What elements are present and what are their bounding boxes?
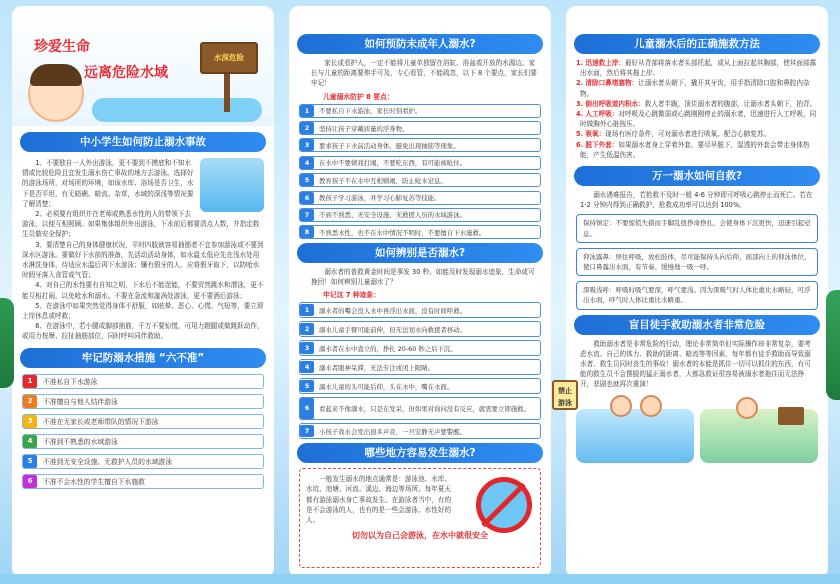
- sign-text: 溺水者的嘴会没入水中再浮出水面，没有时间呼救。: [319, 306, 466, 315]
- list-item: [299, 378, 541, 394]
- sign-text: 溺水者在水中直立的，挣扎 20-60 秒之后下沉。: [319, 344, 457, 353]
- sign-number: 6: [300, 398, 314, 419]
- sign-text: 溺水儿童的头可能后仰，头在水中，嘴在水面。: [319, 382, 454, 391]
- paragraph-6: 6、在游泳中，若小腿或脚部抽筋，千万不要惊慌，可用力蹬腿或做跳跃动作，或用力按摩、拉扯抽筋部位，同时呼叫同伴救助。: [22, 322, 264, 341]
- point-text: 教孩子学习游泳，并学习心肺复苏等技能。: [319, 194, 441, 203]
- list-item: [299, 302, 541, 318]
- section-title-danger: [574, 315, 820, 335]
- point-text: 坚持让孩子穿戴质量的浮身物。: [319, 124, 409, 133]
- section-title-text: 儿童溺水后的正确施救方法: [634, 38, 760, 50]
- risk-places-box: [299, 468, 541, 568]
- list-item: [299, 121, 541, 135]
- list-item: [22, 414, 264, 429]
- rescue-illustration: [576, 395, 818, 463]
- list-item: [22, 474, 264, 489]
- point-number: 4: [300, 157, 314, 169]
- self-rescue-card: 保持镇定：不要惊慌失措而手脚乱扭挣命挣扎，会使身体下沉更快，迅速引起窒息。: [576, 214, 818, 242]
- child-hair: [30, 64, 82, 86]
- rule-number: 3: [23, 415, 37, 428]
- step-text: 最好从背部将落水者头部托起，或从上面拉起其胸部，使其面部露出水面，然后将其拖上岸。: [580, 59, 817, 78]
- rescue-step: [566, 78, 828, 98]
- rule-number: 6: [23, 475, 37, 488]
- drowning-signs-list: [289, 302, 551, 439]
- rescue-step: [566, 58, 828, 78]
- paragraph-2: 2、必须要有组织并在老师或熟悉水性的人的带领下去游泳，以便互相照顾。如果集体组织外出游泳，下水前后都要清点人数，并指定救生员做安全保护；: [22, 210, 260, 239]
- warning-sign: 水深危险: [200, 42, 258, 74]
- section-title-risk-places: [297, 443, 543, 463]
- pool-illustration: [92, 98, 262, 122]
- point-number: 3: [300, 139, 314, 151]
- list-item: [22, 394, 264, 409]
- step-label: 4. 人工呼吸：: [576, 110, 619, 119]
- panel-left: [12, 6, 274, 578]
- section-title-six-rules: [20, 348, 266, 368]
- section-title-text: 中小学生如何防止溺水事故: [80, 136, 206, 148]
- self-rescue-card: 仰泳露鼻：屏住呼吸，放松肢体，尽可能保持头向后仰，面部向上的仰泳体位，使口鼻露出水面，有节奏、缓慢地一吸一呼。: [576, 248, 818, 276]
- step-text: 让溺水者头朝下，撬开其牙齿，用手指清除口腔和鼻腔内杂物。: [580, 79, 810, 98]
- point-number: 7: [300, 209, 314, 221]
- section-title-text: 哪些地方容易发生溺水?: [364, 447, 476, 460]
- rescue-step: [566, 140, 828, 160]
- step-text: 现场有医疗条件，可对溺水者进行吸氧、配合心肺复苏。: [605, 130, 771, 139]
- six-rules-list: [12, 374, 274, 489]
- step-text: 对呼吸及心跳微弱或心跳刚刚停止的溺水者，迅速进行人工呼吸，同时做胸外心脏按压。: [580, 110, 817, 129]
- section-title-identify-drowning: [297, 243, 543, 263]
- rule-number: 2: [23, 395, 37, 408]
- step-label: 5. 吸氧：: [576, 130, 606, 139]
- sign-number: 3: [300, 342, 314, 354]
- plant-decoration-right: [826, 290, 840, 400]
- list-item: [22, 454, 264, 469]
- plant-decoration-left: [0, 298, 14, 388]
- list-item: [299, 191, 541, 205]
- section-title-prevention-minors: [297, 34, 543, 54]
- swimmer-illustration: [200, 158, 264, 212]
- banner-illustration: [12, 6, 274, 126]
- sign-number: 7: [300, 425, 314, 437]
- panel-middle: [289, 6, 551, 578]
- list-item: [299, 397, 541, 420]
- list-item: [299, 423, 541, 439]
- points-subtitle: 儿童溺水防护 8 要点：: [323, 92, 394, 101]
- list-item: [299, 156, 541, 170]
- rescue-step: [566, 109, 828, 129]
- paragraph-1: 1、不要独自一人外出游泳，更不要到不摸底和不知水情或比较危险且宜发生溺水伤亡事故的地方去游泳。选择好的游泳场所，对场所的环境，如该水库、浴场是否卫生，水下是否平坦，有无暗礁、暗流、杂草，水域的深浅等情况要了解清楚；: [22, 159, 194, 208]
- no-swimming-icon: [476, 477, 532, 533]
- sign-text: 看起来不像溺水，只是在发呆，但如果对询问没有反应，就需要立即施救。: [319, 405, 530, 414]
- section-title-rescue: [574, 34, 820, 54]
- prevention-text: [12, 158, 274, 342]
- self-rescue-intro: 溺水遇难报告，若抢救不及时一般 4-6 分钟即可呼吸心跳停止而死亡。若在 1-2 分钟内得到正确救护，抢救成功率可以达到 100%。: [580, 191, 813, 210]
- list-item: [299, 208, 541, 222]
- sign-text: 溺水者眼神呆滞，无法专注或闭上眼睛。: [319, 363, 435, 372]
- step-label: 2. 清除口鼻堵塞物：: [576, 79, 639, 88]
- rescue-step: [566, 99, 828, 109]
- intro-text: 家长或看护人，一定不能将儿童单独留在浴缸、浴盆或开放的水源边。家长与儿童的距离要伸手可及，专心看管，不能疏忽，以下 8 个要点，家长们要牢记！: [311, 59, 537, 88]
- sign-post: [224, 72, 230, 112]
- rule-text: 不准不会水性的学生擅自下水施救: [43, 478, 145, 487]
- rescue-steps: [566, 58, 828, 160]
- rule-text: 不准在无家长或老师带队的情况下游泳: [43, 418, 159, 427]
- sign-text: 溺水儿童手臂可能前伸，但无法划水向救援者移动。: [319, 325, 466, 334]
- point-number: 6: [300, 192, 314, 204]
- point-number: 2: [300, 122, 314, 134]
- point-text: 不要私自下水游泳，家长时刻看护。: [319, 107, 422, 116]
- section-title-self-rescue: [574, 166, 820, 186]
- point-text: 要求孩子下水前活动身体，避免出现抽筋等现象。: [319, 141, 460, 150]
- list-item: [22, 374, 264, 389]
- sign-number: 4: [300, 361, 314, 373]
- rescue-step: [566, 129, 828, 139]
- identify-intro: 溺水者的普救黄金时间是事发 30 秒。如能及时发现溺水迹象，生命或可挽回！如何辨别儿童溺水了？: [311, 267, 535, 286]
- point-number: 1: [300, 105, 314, 117]
- danger-warning-text: 救助溺水者是非常危险的行动，理论非常简单但实际操作却非常复杂，要考虑水流、自己的体力、救助的距离、暗流等等因素，每年都有徒手救助而导致溺水者、救生员同时丧生的事故！溺水者的本能是抓住一切可以抓住的东西，有可能的救生员不会摆脱的猛正溺水者，大都急救证很容易被溺水者拖住而无法挣开，悲剧也就再次重演！: [580, 339, 811, 389]
- water-scene: [576, 409, 694, 463]
- banner-title-line1: 珍爱生命: [34, 39, 90, 55]
- signs-subtitle: 牢记这 7 种迹象：: [323, 291, 381, 300]
- section-title-text: 牢记防溺水措施 “六不准”: [81, 351, 205, 364]
- list-item: [299, 173, 541, 187]
- rule-number: 5: [23, 455, 37, 468]
- rule-number: 4: [23, 435, 37, 448]
- section-title-text: 万一溺水如何自救?: [651, 170, 743, 183]
- paragraph-3: 3、要清楚自己的身体健康状况，平时四肢就容易抽筋者不宜参加游泳或不要到深水区游泳。要做好下水前的准备，先活动活动身体，如水温太低应先在浅水处用水淋洗身体，待适应水温后再下水游泳；镶有假牙的人，应将假牙取下，以防呛水时假牙落入食管或气管；: [22, 240, 264, 280]
- list-item: [299, 340, 541, 356]
- safety-slogan: 切勿以为自己会游泳，在水中就很安全: [352, 531, 488, 541]
- list-item: [299, 104, 541, 118]
- list-item: [22, 434, 264, 449]
- step-text: 如果溺水者身上穿着外套，要尽早脱下，湿透的外套会带走身体热能，产生低温伤害。: [580, 140, 810, 159]
- point-text: 在水中不要嬉戏打闹，不要吃东西，有可能被呛住。: [319, 159, 466, 168]
- water-decoration: [0, 574, 840, 584]
- child-figure: [736, 397, 758, 419]
- banner-title-line2: 远离危险水域: [84, 65, 168, 81]
- protection-points-list: [289, 104, 551, 240]
- step-label: 1. 迅速救上岸：: [576, 59, 625, 67]
- self-rescue-card: 深吸浅呼：呼吸时吸气要深，呼气要浅。因为深吸气时人体比重比水略轻，可浮出水面，呼气时人体比重比水略重。: [576, 281, 818, 309]
- point-text: 不到不熟悉、无安全设施、无救援人员的水域游泳。: [319, 211, 466, 220]
- rule-text: 不准到不熟悉的水域游泳: [43, 438, 118, 447]
- point-text: 教育孩子不在水中互相嬉闹，防止呛水窒息。: [319, 176, 447, 185]
- rule-text: 不准擅自与他人结伴游泳: [43, 398, 118, 407]
- section-title-text: 如何辨别是否溺水?: [374, 246, 466, 259]
- point-number: 8: [300, 226, 314, 238]
- panel-right: [566, 6, 828, 578]
- list-item: [299, 138, 541, 152]
- section-title-prevent: [20, 132, 266, 152]
- step-text: 救人者半跪，顶住溺水者的腹部，让溺水者头朝下，拍背。: [644, 99, 817, 108]
- paragraph-5: 5、在游泳中如果突然觉得身体不舒服，如眩晕、恶心、心慌、气短等，要立即上岸休息或呼救；: [22, 301, 264, 321]
- list-item: [299, 359, 541, 375]
- section-title-text: 如何预防未成年人溺水?: [364, 38, 476, 50]
- sign-number: 2: [300, 323, 314, 335]
- sign-text: 小孩子戏水会发出很多声音，一旦安静无声要警醒。: [319, 427, 466, 436]
- no-swimming-sign: 禁止 游泳: [552, 380, 578, 410]
- child-figure: [610, 395, 632, 417]
- rule-text: 不准私自下水游泳: [43, 378, 98, 387]
- list-item: [299, 225, 541, 239]
- list-item: [299, 321, 541, 337]
- sign-number: 5: [300, 380, 314, 392]
- child-figure: [640, 395, 662, 417]
- step-label: 6. 脱下外套：: [576, 140, 619, 149]
- rule-number: 1: [23, 375, 37, 388]
- risk-places-text: 一般发生溺水的地点通常是：游泳池、水库、水坑、池塘、河流、溪边、海边等场所。每年夏天都有游泳溺水身亡事故发生。在游泳者当中，有的是不会游泳的人，也有的是一些会游泳、水性好的人。: [306, 475, 452, 524]
- sign-number: 1: [300, 304, 314, 316]
- section-title-text: 盲目徒手救助溺水者非常危险: [628, 318, 766, 331]
- step-label: 3. 倒出呼吸道内积水：: [576, 99, 645, 108]
- rule-text: 不准到无安全设施、无救护人员的水域游泳: [43, 458, 173, 467]
- small-sign: [778, 407, 804, 425]
- paragraph-4: 4、对自己的水性要有自知之明，下水后不能逞能，不要贸然跳水和潜泳，更不能互相打闹，以免呛水和溺水。不要在急流和漩涡处游泳，更不要酒后游泳；: [22, 281, 264, 300]
- point-text: 不熟悉水性，也不在水中情况不明时，不要擅自下水施救。: [319, 228, 486, 237]
- point-number: 5: [300, 174, 314, 186]
